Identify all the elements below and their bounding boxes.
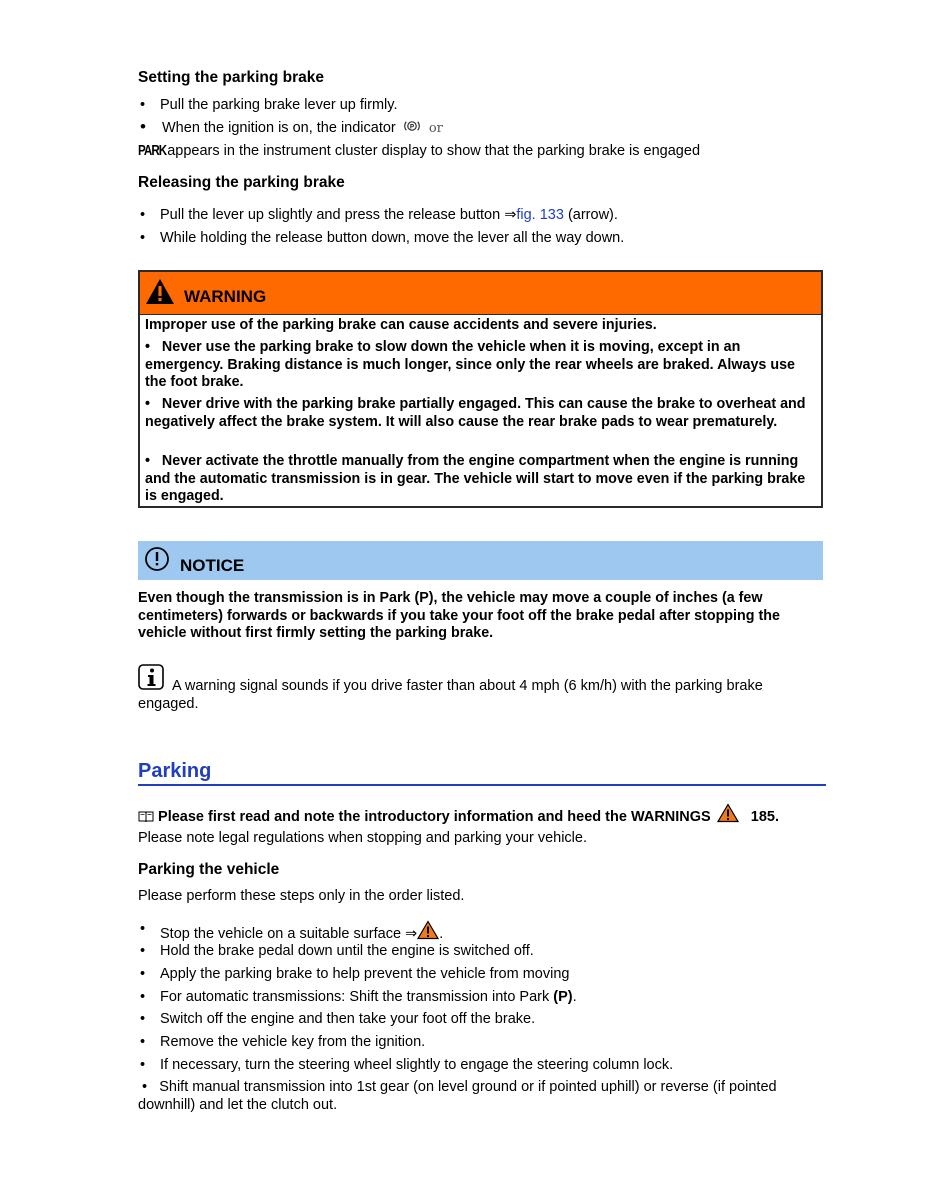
notice-body: Even though the transmission is in Park (P), the vehicle may move a couple of inches (a few centimeters) forwards or backwards if you take your foot off the brake pedal after stopping the vehicle without first firmly setting the parking brake.: [138, 590, 780, 641]
setting-heading: Setting the parking brake: [138, 69, 325, 86]
fig-133-link[interactable]: fig. 133: [516, 207, 564, 223]
bullet-dot: •: [140, 1011, 146, 1027]
step-4: For automatic transmissions: Shift the transmission into Park: [160, 989, 550, 1005]
parking-section-title: Parking: [138, 760, 212, 782]
list-item: [138, 1078, 826, 1114]
parking-vehicle-heading: Parking the vehicle: [138, 861, 280, 878]
park-line-text: appears in the instrument cluster display to show that the parking brake is engaged: [167, 143, 701, 159]
section-divider: [138, 784, 826, 786]
legal-note: Please note legal regulations when stopping and parking your vehicle.: [138, 830, 587, 846]
bullet-dot: •: [140, 989, 146, 1005]
bullet-dot: •: [145, 339, 162, 355]
warning-title: WARNING: [184, 287, 267, 306]
step-4-line: For automatic transmissions: Shift the transmission into Park (P).: [160, 989, 577, 1005]
warning-item-text: Never drive with the parking brake partially engaged. This can cause the brake to overheat and negatively affect the brake system. It will also cause the rear brake pads to wear prematurely.: [145, 396, 806, 430]
intro-line: [138, 803, 779, 827]
bullet-dot: •: [145, 396, 162, 412]
step-1: Stop the vehicle on a suitable surface: [160, 926, 402, 942]
bullet-dot: •: [140, 966, 146, 982]
warning-item: [145, 453, 819, 506]
step-5: Switch off the engine and then take your foot off the brake.: [160, 1011, 536, 1027]
intro-text: Please first read and note the introductory information and heed the WARNINGS: [158, 809, 711, 825]
releasing-bullet-2: While holding the release button down, move the lever all the way down.: [160, 230, 625, 246]
bullet-dot: •: [138, 1079, 160, 1095]
warning-triangle-small-icon[interactable]: [717, 803, 739, 823]
warning-box: [138, 270, 823, 508]
bullet-dot: •: [140, 1034, 146, 1050]
notice-header: [138, 541, 823, 580]
arrow-glyph: ⇒: [504, 207, 517, 223]
releasing-heading: Releasing the parking brake: [138, 174, 345, 191]
warning-item-text: Never use the parking brake to slow down the vehicle when it is moving, except in an emergency. Braking distance is much longer, since only the rear wheels are braked. Always use the foot brake.: [145, 339, 795, 390]
step-1-line: Stop the vehicle on a suitable surface ⇒ .: [160, 920, 443, 944]
bullet-dot: •: [140, 1057, 146, 1073]
setting-bullet-2: When the ignition is on, the indicator: [162, 120, 396, 136]
releasing-bullet-1: Pull the lever up slightly and press the release button: [160, 207, 501, 223]
park-indicator-label: PARK: [138, 143, 167, 159]
setting-bullet-2-line: [162, 119, 443, 138]
step-6: Remove the vehicle key from the ignition.: [160, 1034, 426, 1050]
bullet-dot: •: [145, 453, 162, 469]
step-7: If necessary, turn the steering wheel slightly to engage the steering column lock.: [160, 1057, 674, 1073]
notice-exclamation-icon: [144, 546, 170, 572]
page-ref[interactable]: 185.: [750, 809, 780, 825]
warning-item-text: Never activate the throttle manually from the engine compartment when the engine is running and the automatic transmission is in gear. The vehicle will start to move even if the parking brake is engaged.: [145, 453, 806, 504]
steps-intro: Please perform these steps only in the order listed.: [138, 888, 465, 904]
bullet-dot: •: [140, 921, 146, 937]
warning-intro: Improper use of the parking brake can cause accidents and severe injuries.: [145, 317, 657, 333]
warning-item: [145, 339, 819, 392]
releasing-bullet-1-line: [160, 206, 618, 225]
bullet-dot: •: [140, 117, 146, 136]
parking-brake-indicator-icon: [404, 119, 420, 133]
bullet-dot: •: [140, 943, 146, 959]
step-2: Hold the brake pedal down until the engine is switched off.: [160, 943, 534, 959]
notice-title: NOTICE: [180, 556, 245, 575]
warning-header: [140, 272, 821, 315]
bullet-dot: •: [140, 97, 146, 113]
or-text: or: [428, 121, 443, 136]
park-line: [138, 142, 700, 161]
arrow-glyph: ⇒: [405, 926, 418, 942]
svg-text:P: P: [409, 124, 414, 131]
info-text: A warning signal sounds if you drive faster than about 4 mph (6 km/h) with the parking brake engaged.: [138, 678, 763, 712]
bullet-dot: •: [140, 230, 146, 246]
step-8: Shift manual transmission into 1st gear (on level ground or if pointed uphill) or reverse (if pointed downhill) and let the clutch out.: [138, 1079, 777, 1113]
open-book-icon: [138, 810, 154, 822]
step-3: Apply the parking brake to help prevent the vehicle from moving: [160, 966, 570, 982]
warning-triangle-icon: [145, 278, 175, 305]
setting-bullet-1: Pull the parking brake lever up firmly.: [160, 97, 398, 113]
warning-triangle-small-icon[interactable]: [417, 920, 439, 940]
bullet-dot: •: [140, 207, 146, 223]
warning-item: [145, 396, 819, 431]
park-p: (P): [553, 989, 573, 1005]
releasing-bullet-1-end: (arrow).: [567, 207, 618, 223]
